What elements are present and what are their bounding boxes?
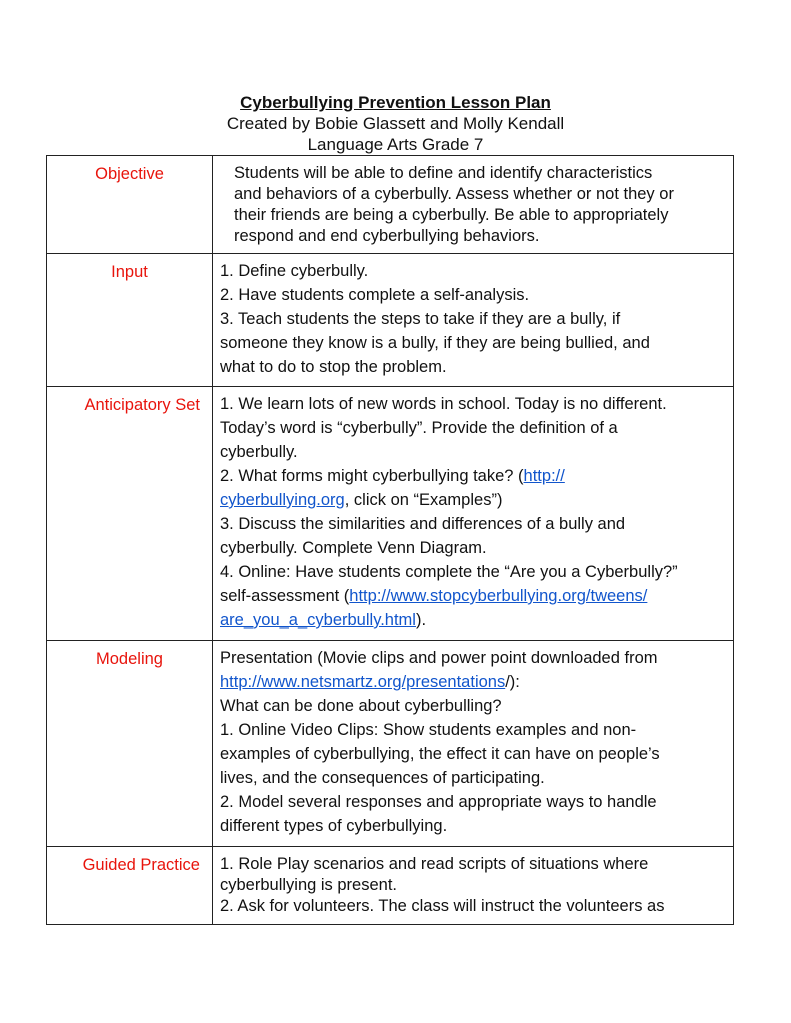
row-label-input: Input [47,254,213,387]
anticipatory-text: ). [415,611,427,629]
anticipatory-line [220,488,727,512]
modeling-line: lives, and the consequences of participating. [220,769,545,787]
modeling-line: Presentation (Movie clips and power point downloaded from [220,649,658,667]
objective-line: their friends are being a cyberbully. Be able to appropriately [234,206,669,224]
modeling-line: 1. Online Video Clips: Show students examples and non- [220,721,637,739]
objective-line: Students will be able to define and identify characteristics [234,164,653,182]
anticipatory-line: 3. Discuss the similarities and differences of a bully and [220,515,626,533]
objective-line: and behaviors of a cyberbully. Assess whether or not they or [234,185,674,203]
anticipatory-text: 2. What forms might cyberbullying take? ( [220,467,524,485]
row-content-input [213,254,734,387]
stopcyberbullying-link-cont[interactable]: are_you_a_cyberbully.html [220,611,416,629]
modeling-line: 2. Model several responses and appropriate ways to handle [220,793,657,811]
netsmartz-link[interactable]: http://www.netsmartz.org/presentations [220,673,506,691]
modeling-line: What can be done about cyberbulling? [220,697,502,715]
input-line: 1. Define cyberbully. [220,262,369,280]
anticipatory-line: cyberbully. Complete Venn Diagram. [220,539,487,557]
row-label-modeling: Modeling [47,641,213,847]
document-authors: Created by Bobie Glassett and Molly Kendall [226,114,565,133]
guided-line: 2. Ask for volunteers. The class will instruct the volunteers as [220,897,665,915]
input-line: 3. Teach students the steps to take if they are a bully, if [220,310,621,328]
anticipatory-line: 4. Online: Have students complete the “Are you a Cyberbully?” [220,563,678,581]
modeling-text: /): [505,673,520,691]
row-content-modeling [213,641,734,847]
cyberbullying-org-link[interactable]: http:// [523,467,565,485]
table-row-objective [47,156,734,254]
modeling-line: examples of cyberbullying, the effect it can have on people’s [220,745,660,763]
row-content-anticipatory-set [213,387,734,641]
anticipatory-text: self-assessment ( [220,587,350,605]
modeling-line: different types of cyberbullying. [220,817,448,835]
table-row-input [47,254,734,387]
table-row-guided-practice [47,847,734,925]
input-line: someone they know is a bully, if they are being bullied, and [220,334,650,352]
anticipatory-line: Today’s word is “cyberbully”. Provide the definition of a [220,419,618,437]
row-label-objective: Objective [47,156,213,254]
table-row-modeling [47,641,734,847]
anticipatory-line [220,584,727,608]
guided-line: 1. Role Play scenarios and read scripts of situations where [220,855,649,873]
document-header [0,92,791,155]
row-label-anticipatory-set: Anticipatory Set [47,387,213,641]
anticipatory-text: , click on “Examples”) [344,491,503,509]
document-grade: Language Arts Grade 7 [307,135,484,154]
anticipatory-line: cyberbully. [220,443,298,461]
guided-line: cyberbullying is present. [220,876,398,894]
row-content-objective [213,156,734,254]
input-line: what to do to stop the problem. [220,358,447,376]
lesson-plan-table [46,155,734,925]
document-title: Cyberbullying Prevention Lesson Plan [240,93,551,112]
cyberbullying-org-link-cont[interactable]: cyberbullying.org [220,491,345,509]
input-line: 2. Have students complete a self-analysis. [220,286,530,304]
row-label-guided-practice: Guided Practice [47,847,213,925]
stopcyberbullying-link[interactable]: http://www.stopcyberbullying.org/tweens/ [349,587,648,605]
modeling-line [220,670,727,694]
anticipatory-line [220,608,727,632]
table-row-anticipatory-set [47,387,734,641]
row-content-guided-practice [213,847,734,925]
anticipatory-line: 1. We learn lots of new words in school. Today is no different. [220,395,667,413]
objective-line: respond and end cyberbullying behaviors. [234,227,540,245]
anticipatory-line [220,464,727,488]
